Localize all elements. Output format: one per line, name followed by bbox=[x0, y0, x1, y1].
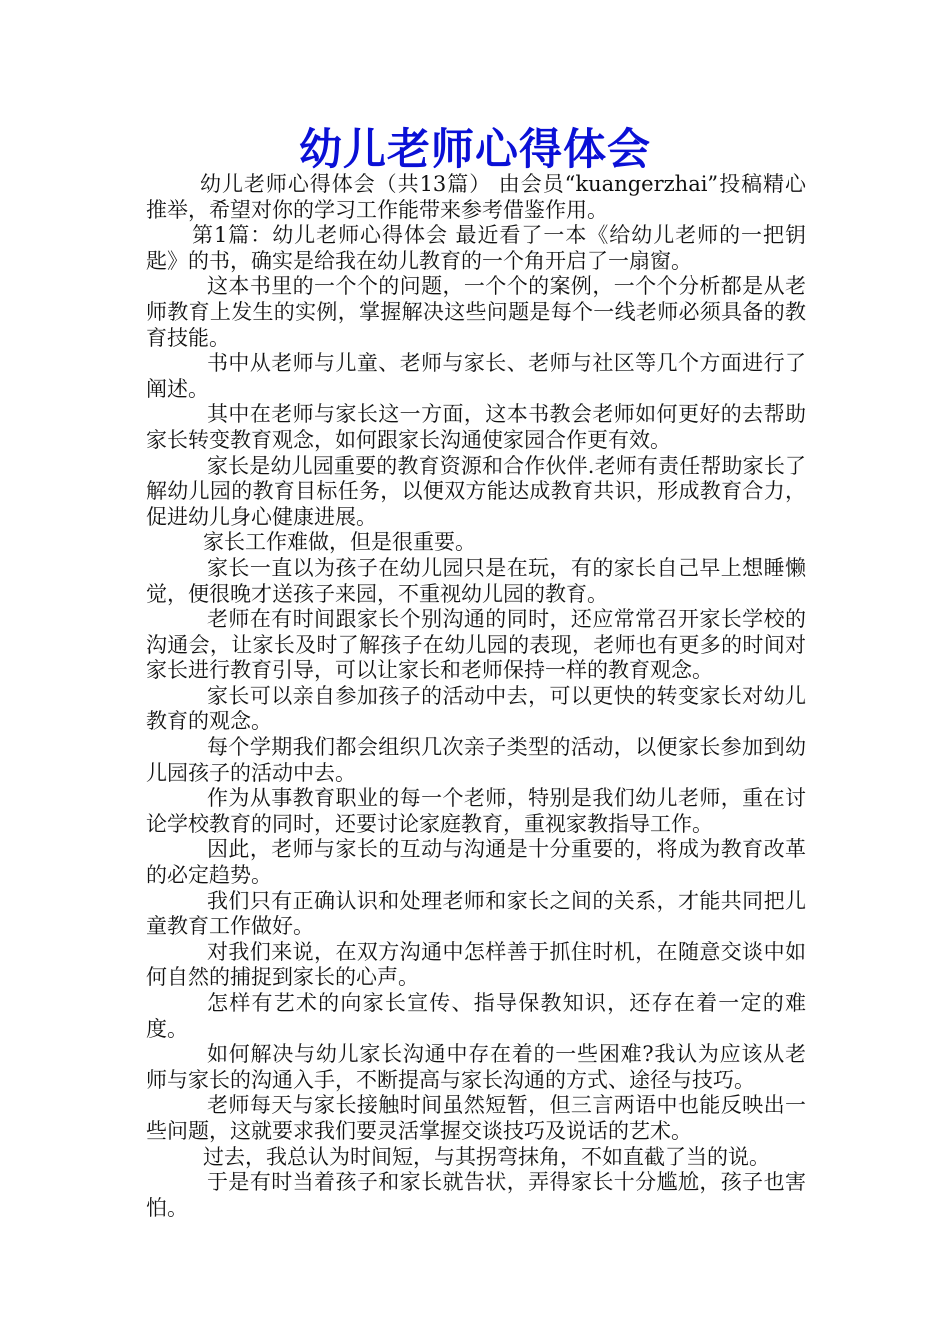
paragraph: 其中在老师与家长这一方面，这本书教会老师如何更好的去帮助家长转变教育观念，如何跟家长沟通使家园合作更有效。 bbox=[146, 402, 806, 452]
paragraph: 书中从老师与儿童、老师与家长、老师与社区等几个方面进行了阐述。 bbox=[146, 351, 806, 401]
paragraph: 老师在有时间跟家长个别沟通的同时，还应常常召开家长学校的沟通会，让家长及时了解孩子在幼儿园的表现，老师也有更多的时间对家长进行教育引导，可以让家长和老师保持一样的教育观念。 bbox=[146, 607, 806, 683]
paragraph: 过去，我总认为时间短，与其拐弯抹角，不如直截了当的说。 bbox=[203, 1144, 770, 1169]
document-title: 幼儿老师心得体会 bbox=[299, 125, 651, 175]
paragraph: 怎样有艺术的向家长宣传、指导保教知识，还存在着一定的难度。 bbox=[146, 991, 806, 1041]
paragraph: 家长一直以为孩子在幼儿园只是在玩，有的家长自己早上想睡懒觉，便很晚才送孩子来园，不重视幼儿园的教育。 bbox=[146, 555, 806, 606]
paragraph: 家长是幼儿园重要的教育资源和合作伙伴.老师有责任帮助家长了解幼儿园的教育目标任务，以便双方能达成教育共识，形成教育合力，促进幼儿身心健康进展。 bbox=[146, 453, 806, 529]
paragraph: 我们只有正确认识和处理老师和家长之间的关系，才能共同把儿童教育工作做好。 bbox=[146, 888, 806, 939]
paragraph: 如何解决与幼儿家长沟通中存在着的一些困难?我认为应该从老师与家长的沟通入手，不断提高与家长沟通的方式、途径与技巧。 bbox=[146, 1042, 806, 1092]
paragraph: 对我们来说，在双方沟通中怎样善于抓住时机，在随意交谈中如何自然的捕捉到家长的心声。 bbox=[146, 939, 806, 990]
paragraph: 家长工作难做，但是很重要。 bbox=[203, 530, 476, 555]
paragraph-intro: 幼儿老师心得体会（共13篇） 由会员“kuangerzhai”投稿精心推举，希望对你的学习工作能带来参考借鉴作用。 bbox=[146, 172, 806, 222]
paragraph: 每个学期我们都会组织几次亲子类型的活动，以便家长参加到幼儿园孩子的活动中去。 bbox=[146, 735, 806, 785]
paragraph-chapter-1: 第1篇：幼儿老师心得体会 最近看了一本《给幼儿老师的一把钥匙》的书，确实是给我在幼儿教育的一个角开启了一扇窗。 bbox=[146, 223, 806, 273]
document-body bbox=[146, 172, 806, 1221]
paragraph: 这本书里的一个个的问题，一个个的案例，一个个分析都是从老师教育上发生的实例，掌握解决这些问题是每个一线老师必须具备的教育技能。 bbox=[146, 274, 806, 350]
paragraph: 老师每天与家长接触时间虽然短暂，但三言两语中也能反映出一些问题，这就要求我们要灵活掌握交谈技巧及说话的艺术。 bbox=[146, 1093, 806, 1143]
paragraph: 作为从事教育职业的每一个老师，特别是我们幼儿老师，重在讨论学校教育的同时，还要讨论家庭教育，重视家教指导工作。 bbox=[146, 786, 806, 836]
paragraph: 因此，老师与家长的互动与沟通是十分重要的，将成为教育改革的必定趋势。 bbox=[146, 837, 806, 888]
paragraph: 家长可以亲自参加孩子的活动中去，可以更快的转变家长对幼儿教育的观念。 bbox=[146, 683, 806, 734]
paragraph: 于是有时当着孩子和家长就告状，弄得家长十分尴尬，孩子也害怕。 bbox=[146, 1170, 806, 1220]
